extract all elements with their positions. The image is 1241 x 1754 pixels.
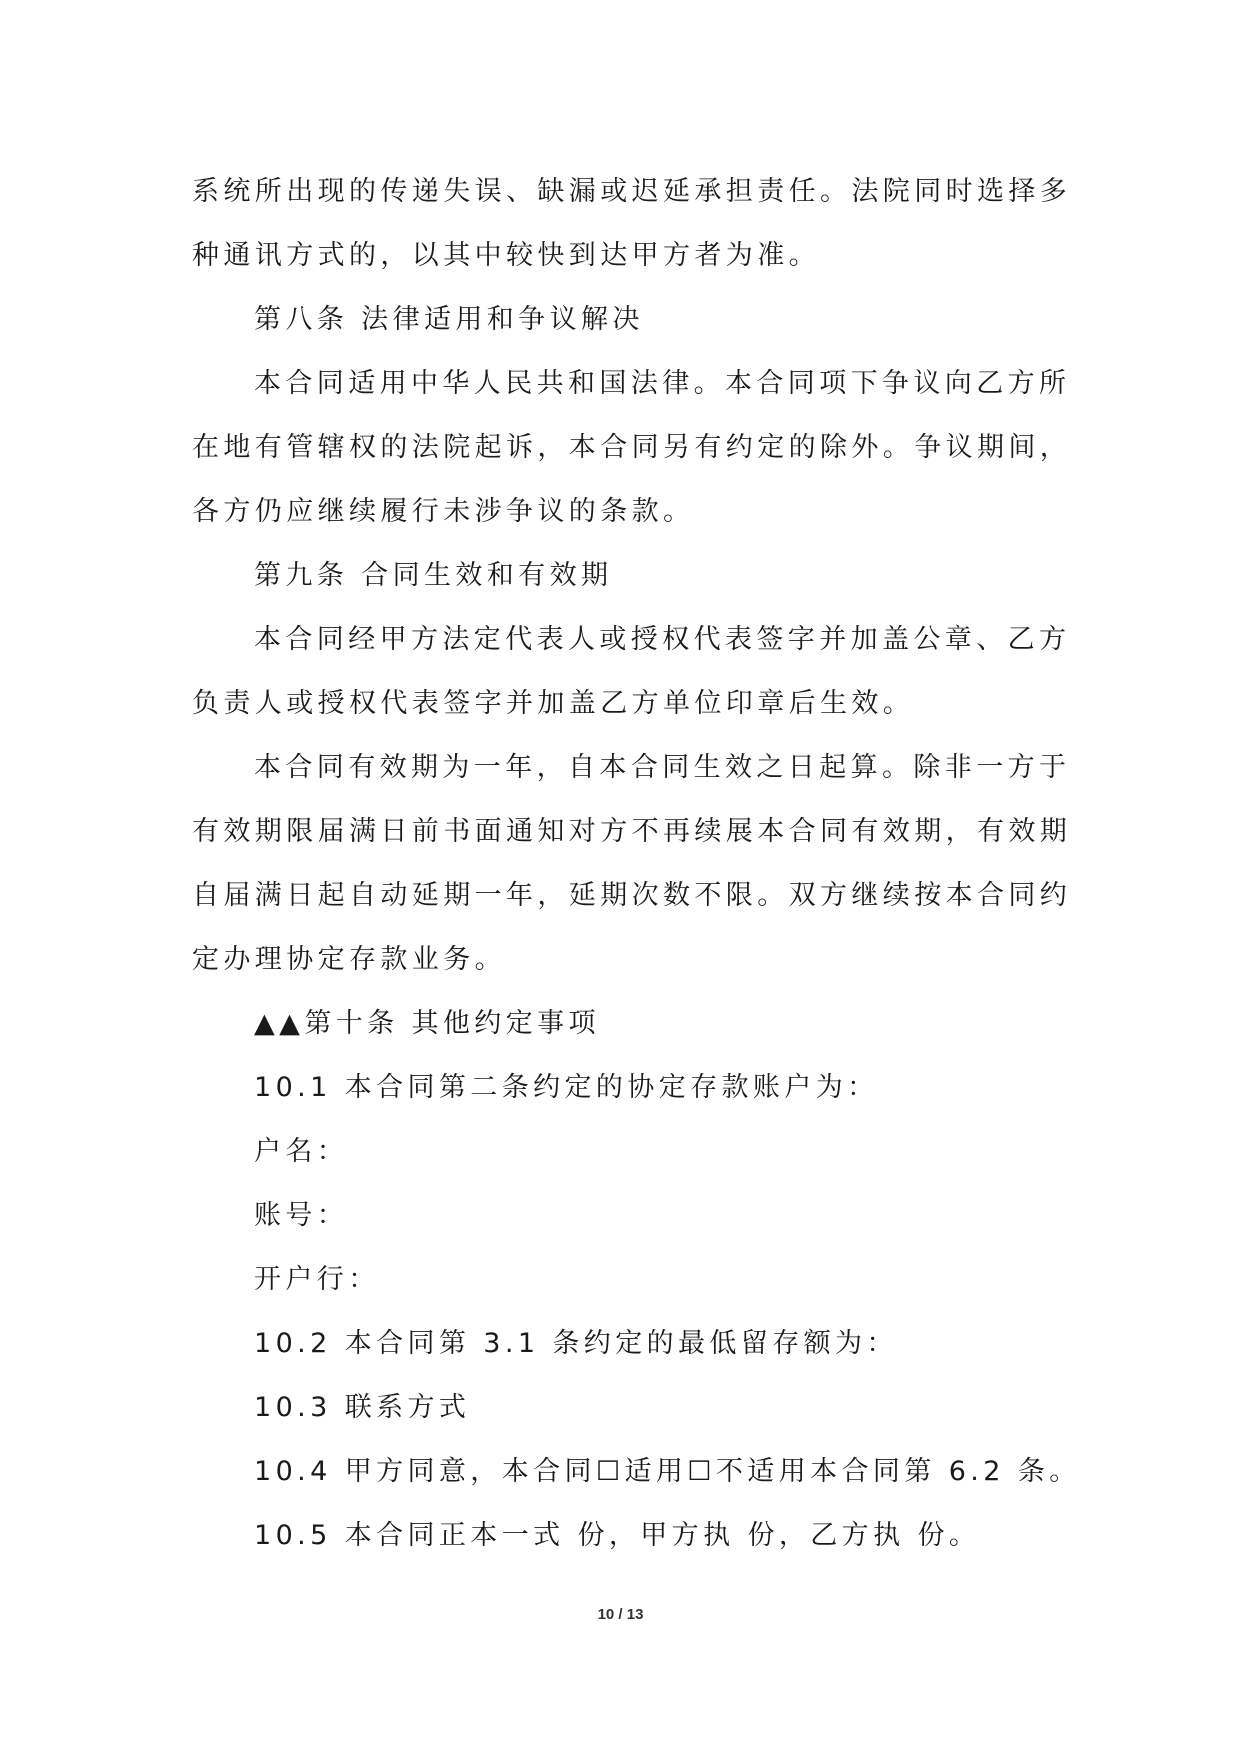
clause-10-1: 10.1 本合同第二条约定的协定存款账户为： <box>254 1072 879 1103</box>
contract-body <box>192 160 1081 1568</box>
paragraph-line: 本合同有效期为一年，自本合同生效之日起算。除非一方于 <box>254 752 1071 783</box>
clause-10-4: 10.4 甲方同意，本合同☐适用☐不适用本合同第 6.2 条。 <box>254 1456 1081 1487</box>
paragraph-line: 定办理协定存款业务。 <box>192 944 506 975</box>
article-9-heading: 第九条 合同生效和有效期 <box>254 560 613 591</box>
clause-10-5: 10.5 本合同正本一式 份，甲方执 份，乙方执 份。 <box>254 1520 981 1551</box>
article-8-heading: 第八条 法律适用和争议解决 <box>254 304 644 335</box>
paragraph-line: 本合同适用中华人民共和国法律。本合同项下争议向乙方所 <box>254 368 1071 399</box>
paragraph-line: 本合同经甲方法定代表人或授权代表签字并加盖公章、乙方 <box>254 624 1071 655</box>
paragraph-line: 在地有管辖权的法院起诉，本合同另有约定的除外。争议期间， <box>192 432 1072 463</box>
paragraph-line: 种通讯方式的，以其中较快到达甲方者为准。 <box>192 240 820 271</box>
paragraph-line: 各方仍应继续履行未涉争议的条款。 <box>192 496 695 527</box>
account-name-field: 户名： <box>254 1136 349 1167</box>
paragraph-line: 负责人或授权代表签字并加盖乙方单位印章后生效。 <box>192 688 915 719</box>
paragraph-line: 自届满日起自动延期一年，延期次数不限。双方继续按本合同约 <box>192 880 1072 911</box>
paragraph-line: 系统所出现的传递失误、缺漏或迟延承担责任。法院同时选择多 <box>192 176 1072 207</box>
page-number: 10 / 13 <box>597 1606 644 1623</box>
article-10-heading: ▲▲第十条 其他约定事项 <box>254 1008 600 1039</box>
clause-10-3: 10.3 联系方式 <box>254 1392 471 1423</box>
account-number-field: 账号： <box>254 1200 349 1231</box>
paragraph-line: 有效期限届满日前书面通知对方不再续展本合同有效期，有效期 <box>192 816 1072 847</box>
opening-bank-field: 开户行： <box>254 1264 380 1295</box>
clause-10-2: 10.2 本合同第 3.1 条约定的最低留存额为： <box>254 1328 898 1359</box>
